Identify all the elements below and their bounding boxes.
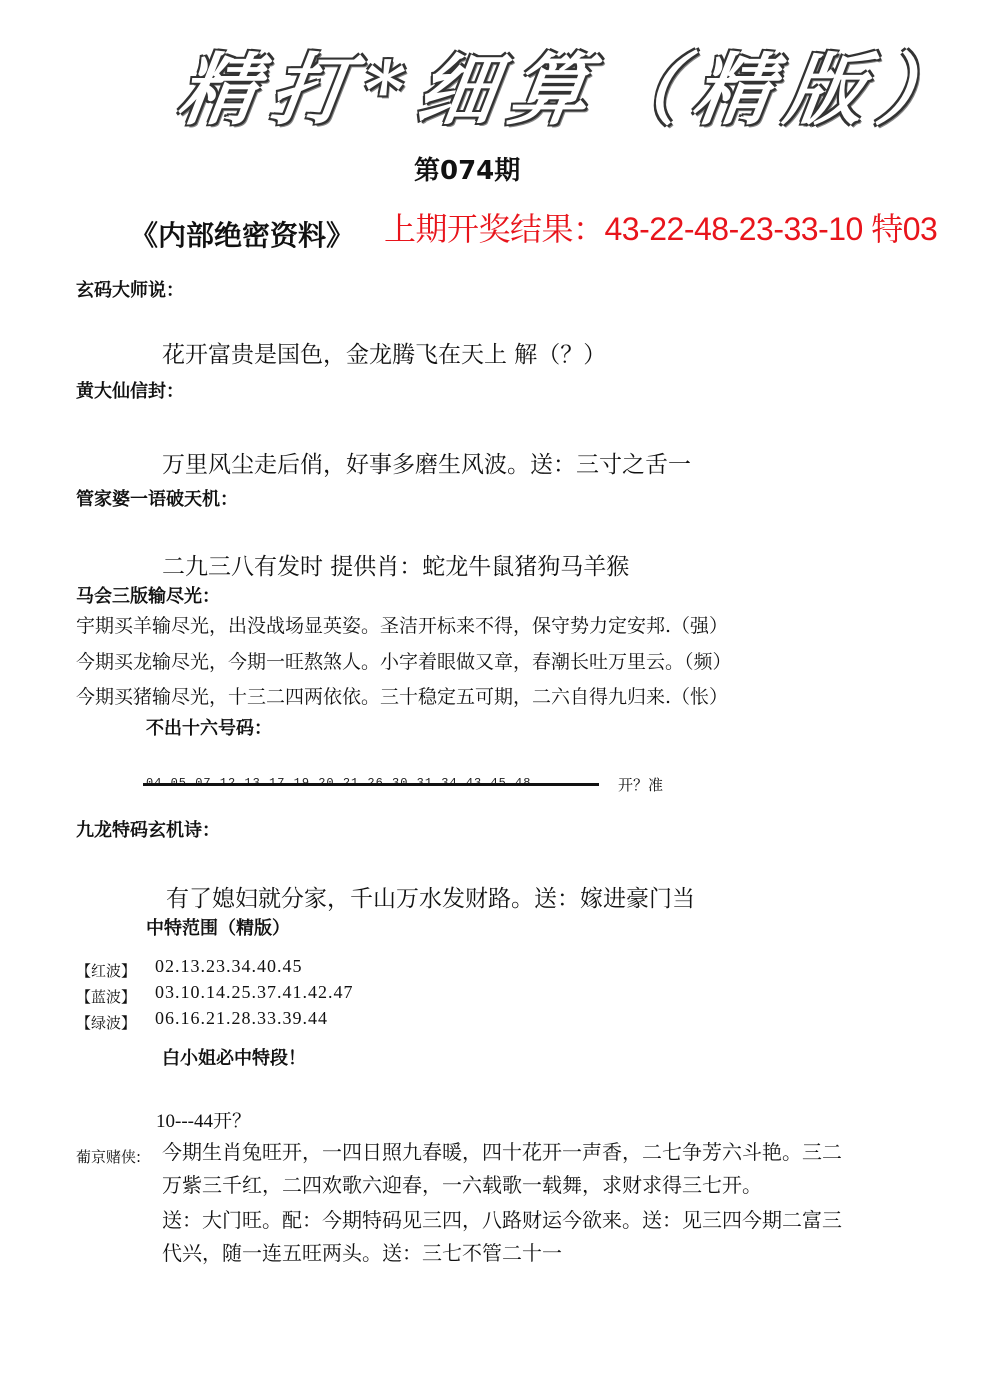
red-wave-numbers: 02.13.23.34.40.45	[155, 956, 303, 976]
green-wave-label: 【绿波】	[76, 1014, 137, 1032]
jiulong-verse: 有了媳妇就分家，千山万水发财路。送：嫁进豪门当	[166, 886, 695, 912]
mahui-heading: 马会三版输尽光：	[76, 586, 220, 607]
huang-heading: 黄大仙信封：	[76, 381, 184, 402]
logo-title: 精打*细算（精版）	[172, 45, 977, 136]
puxia-line: 今期生肖兔旺开，一四日照九春暖，四十花开一声香，二七争芳六斗艳。三二	[162, 1140, 842, 1164]
green-wave-numbers: 06.16.21.28.33.39.44	[155, 1008, 328, 1028]
xuanma-verse: 花开富贵是国色，金龙腾飞在天上 解（？）	[162, 342, 607, 368]
puxia-label: 葡京赌侠:	[76, 1148, 142, 1166]
bai-heading: 白小姐必中特段！	[162, 1048, 306, 1069]
issue-number: 第074期	[414, 156, 521, 186]
puxia-line: 送：大门旺。配：今期特码见三四，八路财运今欲来。送：见三四今期二富三	[162, 1208, 842, 1232]
bai-range: 10---44开？	[156, 1111, 251, 1132]
jiulong-heading: 九龙特码玄机诗：	[76, 820, 220, 841]
mahui-line: 今期买猪输尽光，十三二四两依依。三十稳定五可期，二六自得九归来.（怅）	[76, 686, 729, 708]
guanjia-heading: 管家婆一语破天机：	[76, 489, 238, 510]
blue-wave-label: 【蓝波】	[76, 988, 137, 1006]
xuanma-heading: 玄码大师说：	[76, 280, 184, 301]
last-result: 上期开奖结果：43-22-48-23-33-10 特03	[384, 211, 938, 247]
range-heading: 中特范围（精版）	[146, 918, 290, 939]
puxia-line: 万紫三千红，二四欢歌六迎春，一六载歌一载舞，求财求得三七开。	[162, 1173, 762, 1197]
internal-title: 《内部绝密资料》	[130, 219, 355, 252]
open-accurate-tag: 开？准	[618, 776, 664, 794]
mahui-line: 宇期买羊输尽光，出没战场显英姿。圣洁开标来不得，保守势力定安邦.（强）	[76, 615, 729, 637]
blue-wave-numbers: 03.10.14.25.37.41.42.47	[155, 982, 354, 1002]
strikethrough-line	[143, 783, 599, 786]
mahui-line: 今期买龙输尽光，今期一旺熬煞人。小字着眼做又章，春潮长吐万里云。（频）	[76, 651, 732, 673]
puxia-line: 代兴，随一连五旺两头。送：三七不管二十一	[162, 1241, 562, 1265]
red-wave-label: 【红波】	[76, 962, 137, 980]
guanjia-verse: 二九三八有发时 提供肖：蛇龙牛鼠猪狗马羊猴	[162, 554, 630, 580]
buchu-heading: 不出十六号码：	[146, 718, 272, 739]
huang-verse: 万里风尘走后俏，好事多磨生风波。送：三寸之舌一	[162, 452, 691, 478]
